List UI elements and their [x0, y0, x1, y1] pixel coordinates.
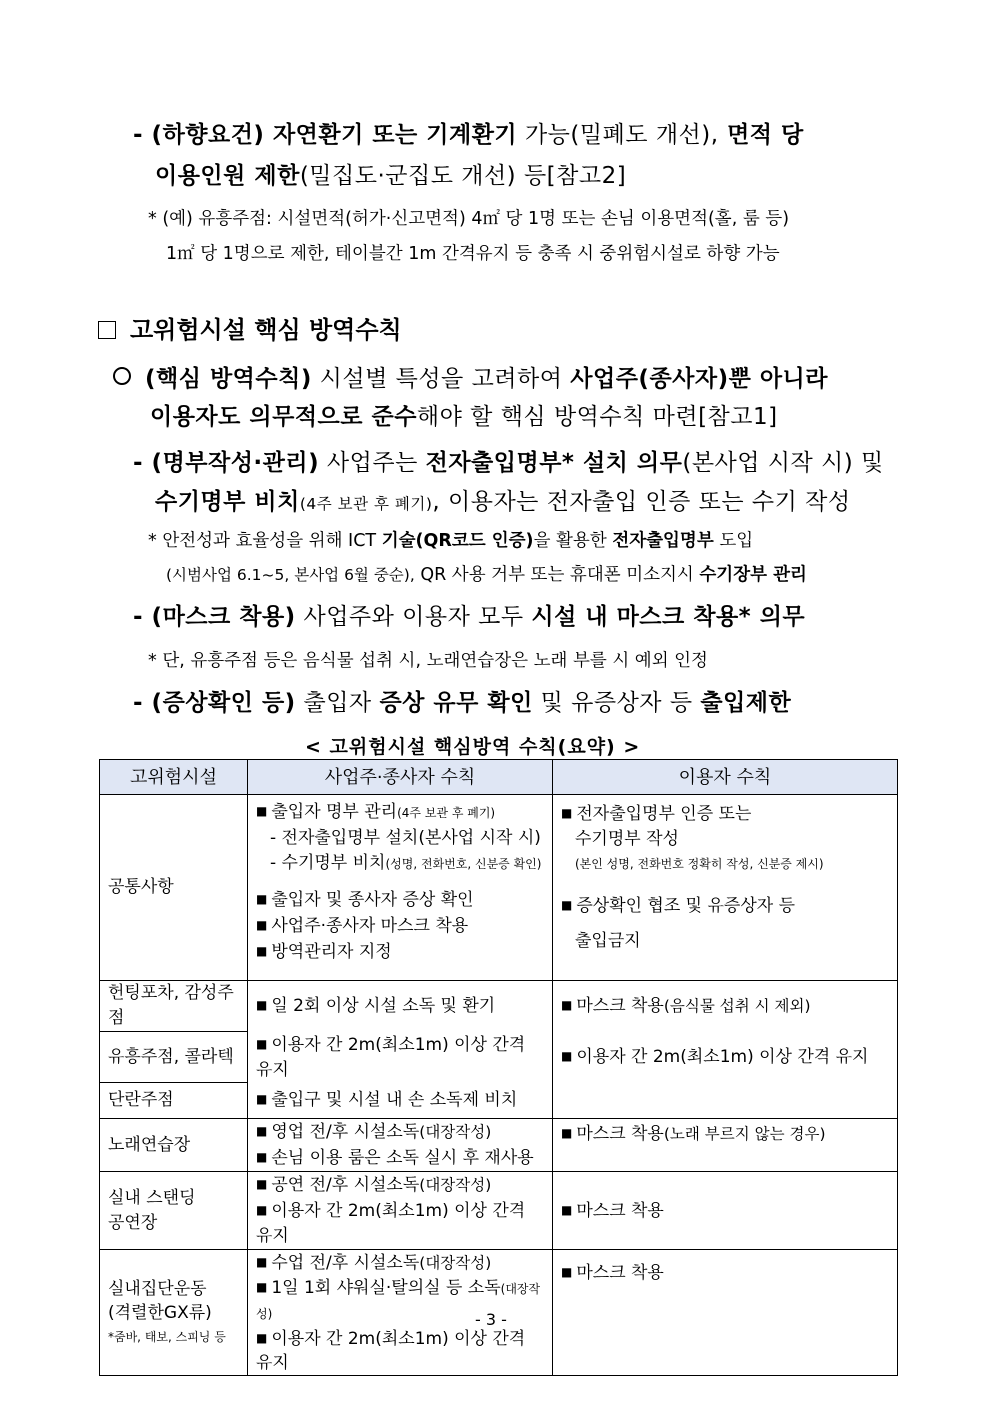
header-owner-rules: 사업주·종사자 수칙	[248, 760, 553, 795]
table-row: 실내집단운동 (격렬한GX류) *줌바, 태보, 스피닝 등 ■ 수업 전/후 시설소독(대장작성) ■ 1일 1회 샤워실·탈의실 등 소독(대장작성) ■ 이용자 간 2m(최소1m) 이상 간격 유지 ■ 마스크 착용	[100, 1250, 898, 1376]
table-row: 헌팅포차, 감성주점 ■ 일 2회 이상 시설 소독 및 환기 ■ 마스크 착용(음식물 섭취 시 제외)	[100, 981, 898, 1032]
row-label-hunting: 헌팅포차, 감성주점	[100, 981, 248, 1032]
para-registry-line2: 수기명부 비치(4주 보관 후 폐기), 이용자는 전자출입 인증 또는 수기 작성	[155, 489, 851, 515]
note-example-line2: 1㎡ 당 1명으로 제한, 테이블간 1m 간격유지 등 충족 시 중위험시설로 하향 가능	[166, 244, 780, 264]
note-ict-line1: * 안전성과 효율성을 위해 ICT 기술(QR코드 인증)을 활용한 전자출입명부 도입	[148, 531, 754, 551]
table-row: 노래연습장 ■ 영업 전/후 시설소독(대장작성) ■ 손님 이용 룸은 소독 실시 후 재사용 ■ 마스크 착용(노래 부르지 않는 경우)	[100, 1119, 898, 1172]
para-core-rules-line2: 이용자도 의무적으로 준수해야 할 핵심 방역수칙 마련[참고1]	[150, 404, 778, 430]
para-core-rules-line1: (핵심 방역수칙) 시설별 특성을 고려하여 사업주(종사자)뿐 아니라	[113, 360, 828, 393]
row-label-entertainment: 유흥주점, 콜라텍	[100, 1032, 248, 1083]
header-user-rules: 이용자 수칙	[553, 760, 898, 795]
header-facility: 고위험시설	[100, 760, 248, 795]
para-downgrade-line1: - (하향요건) 자연환기 또는 기계환기 가능(밀폐도 개선), 면적 당	[133, 122, 804, 148]
table-row	[100, 795, 898, 981]
row-label-standing: 실내 스탠딩 공연장	[100, 1172, 248, 1250]
circle-bullet-icon	[113, 367, 131, 385]
user-common-cell: ■ 전자출입명부 인증 또는 수기명부 작성 (본인 성명, 전화번호 정확히 작성, 신분증 제시) ■ 증상확인 협조 및 유증상자 등 출입금지	[553, 795, 898, 981]
table-row: 유흥주점, 콜라텍 ■ 이용자 간 2m(최소1m) 이상 간격 유지 ■ 이용자 간 2m(최소1m) 이상 간격 유지	[100, 1032, 898, 1083]
para-symptom-check: - (증상확인 등) 출입자 증상 유무 확인 및 유증상자 등 출입제한	[133, 690, 792, 716]
summary-table	[99, 759, 898, 1376]
table-row: 단란주점 ■ 출입구 및 시설 내 손 소독제 비치	[100, 1083, 898, 1119]
para-registry-line1: - (명부작성·관리) 사업주는 전자출입명부* 설치 의무(본사업 시작 시) 및	[133, 450, 884, 476]
para-mask: - (마스크 착용) 사업주와 이용자 모두 시설 내 마스크 착용* 의무	[133, 604, 806, 630]
owner-common-cell: ■ 출입자 명부 관리(4주 보관 후 폐기) - 전자출입명부 설치(본사업 시작 시) - 수기명부 비치(성명, 전화번호, 신분증 확인) ■ 출입자 및 종사자 증상 확인 ■ 사업주·종사자 마스크 착용 ■ 방역관리자 지정	[248, 795, 553, 981]
row-label-common: 공통사항	[100, 795, 248, 981]
square-bullet-icon	[98, 321, 116, 339]
row-label-karaoke: 노래연습장	[100, 1119, 248, 1172]
table-header-row	[100, 760, 898, 795]
note-example-line1: * (예) 유흥주점: 시설면적(허가·신고면적) 4㎡ 당 1명 또는 손님 이용면적(홀, 룸 등)	[148, 209, 790, 229]
note-mask-exception: * 단, 유흥주점 등은 음식물 섭취 시, 노래연습장은 노래 부를 시 예외 인정	[148, 651, 708, 671]
table-row: 실내 스탠딩 공연장 ■ 공연 전/후 시설소독(대장작성) ■ 이용자 간 2m(최소1m) 이상 간격 유지 ■ 마스크 착용	[100, 1172, 898, 1250]
table-caption: < 고위험시설 핵심방역 수칙(요약) >	[305, 736, 641, 758]
page-number: - 3 -	[475, 1310, 507, 1329]
note-ict-line2: (시범사업 6.1~5, 본사업 6월 중순), QR 사용 거부 또는 휴대폰 미소지시 수기장부 관리	[166, 565, 807, 585]
para-downgrade-line2: 이용인원 제한(밀집도·군집도 개선) 등[참고2]	[155, 163, 627, 189]
section-heading: 고위험시설 핵심 방역수칙	[98, 310, 402, 345]
row-label-gx: 실내집단운동 (격렬한GX류) *줌바, 태보, 스피닝 등	[100, 1250, 248, 1376]
row-label-danran: 단란주점	[100, 1083, 248, 1119]
